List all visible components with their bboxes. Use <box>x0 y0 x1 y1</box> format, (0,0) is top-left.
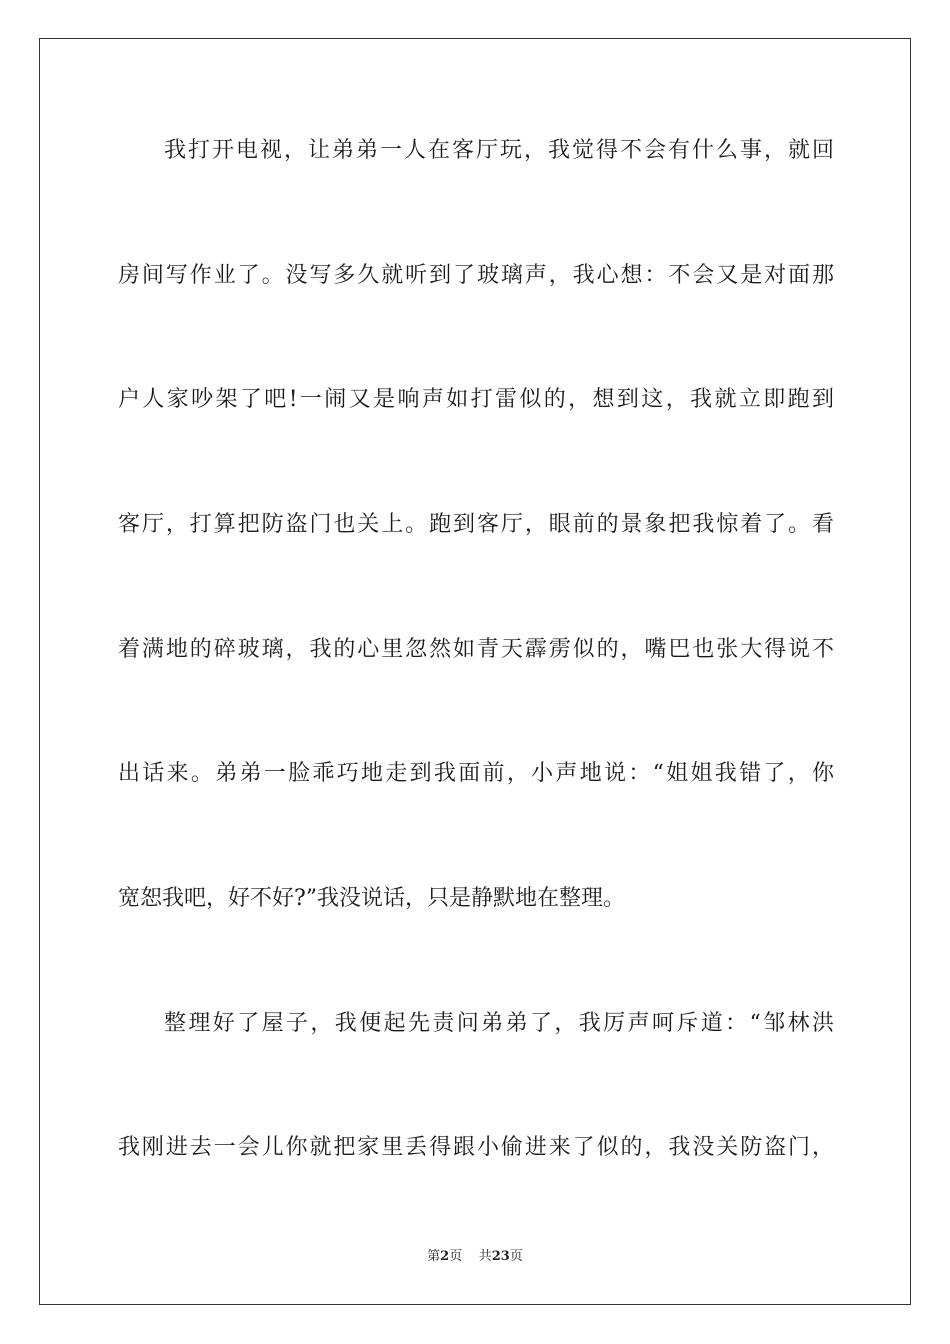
page-footer <box>0 1248 950 1266</box>
total-pages: 23 <box>491 1249 510 1264</box>
page-border <box>39 38 911 1305</box>
text-line-9: 我刚进去一会儿你就把家里丢得跟小偷进来了似的，我没关防盗门， <box>118 1135 834 1160</box>
text-line-6: 出话来。弟弟一脸乖巧地走到我面前，小声地说：“姐姐我错了，你 <box>118 761 834 786</box>
total-prefix: 共 <box>478 1249 492 1264</box>
text-line-5: 着满地的碎玻璃，我的心里忽然如青天霹雳似的，嘴巴也张大得说不 <box>118 637 834 662</box>
text-line-2: 房间写作业了。没写多久就听到了玻璃声，我心想：不会又是对面那 <box>118 263 834 288</box>
text-line-1: 我打开电视，让弟弟一人在客厅玩，我觉得不会有什么事，就回 <box>164 138 834 163</box>
page-suffix: 页 <box>449 1249 463 1264</box>
text-line-3: 户人家吵架了吧!一闹又是响声如打雷似的，想到这，我就立即跑到 <box>118 387 834 412</box>
text-line-4: 客厅，打算把防盗门也关上。跑到客厅，眼前的景象把我惊着了。看 <box>118 512 834 537</box>
page-prefix: 第 <box>427 1249 441 1264</box>
total-suffix: 页 <box>509 1249 523 1264</box>
text-line-7: 宽恕我吧，好不好?”我没说话，只是静默地在整理。 <box>118 886 626 911</box>
text-line-8: 整理好了屋子，我便起先责问弟弟了，我厉声呵斥道：“邹林洪 <box>164 1011 834 1036</box>
page-number: 2 <box>440 1249 450 1264</box>
